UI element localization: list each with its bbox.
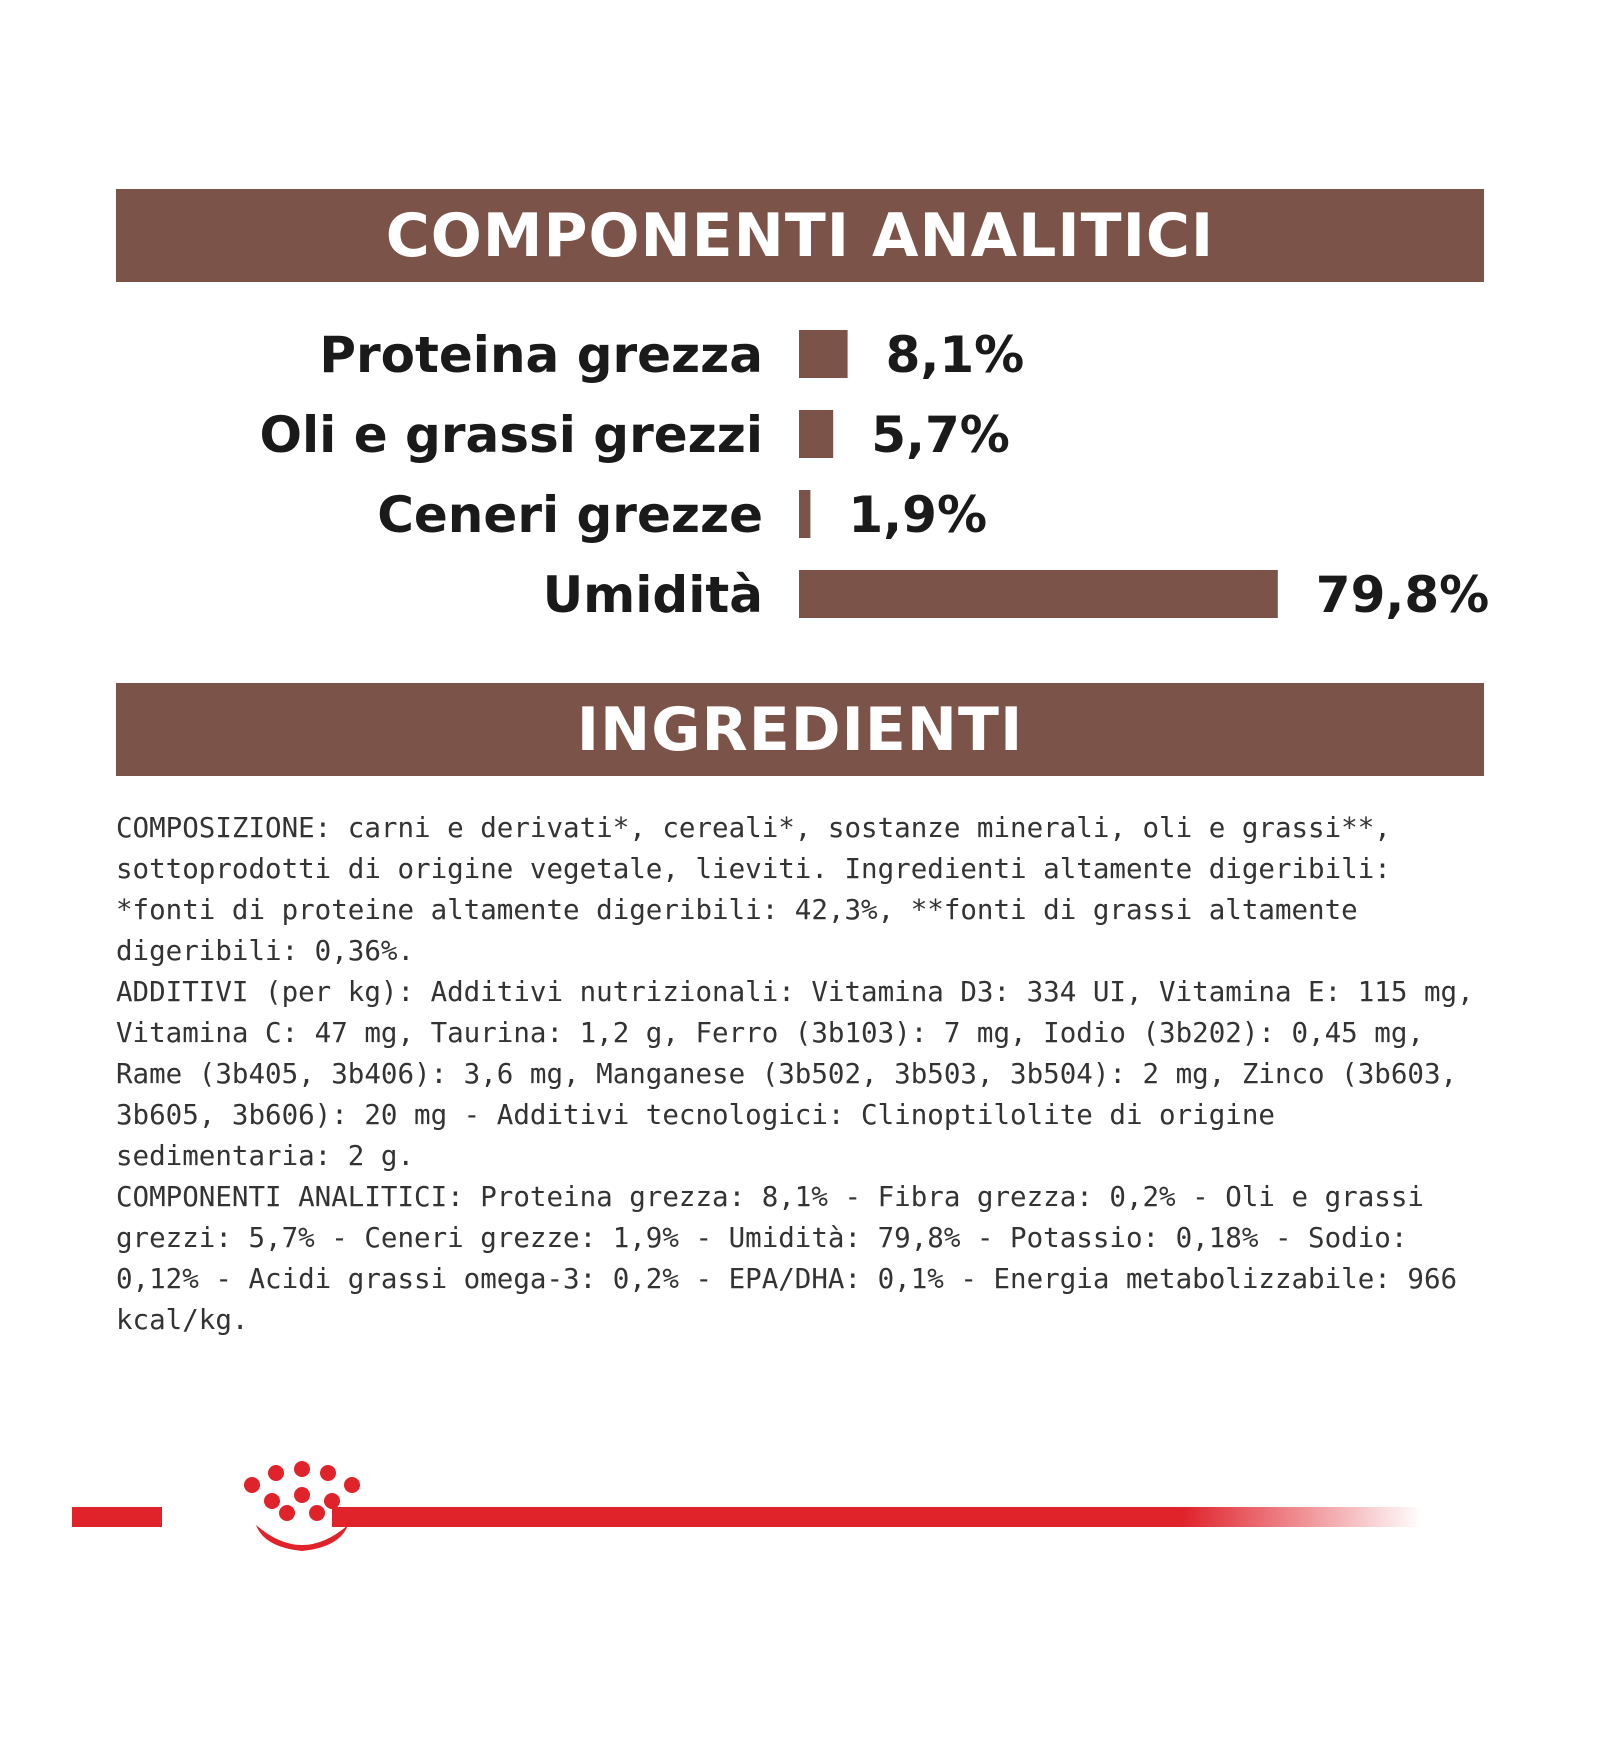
brand-line-right: [332, 1507, 1422, 1527]
value-label: 5,7%: [871, 406, 1010, 464]
brand-line-left: [72, 1507, 162, 1527]
category-label: Ceneri grezze: [377, 486, 763, 544]
value-label: 79,8%: [1315, 566, 1490, 624]
value-label: 8,1%: [885, 326, 1025, 384]
composition-paragraph: COMPOSIZIONE: carni e derivati*, cereali*, sostanze minerali, oli e grassi**, sottoprodotti di origine vegetale, lieviti. Ingredienti altamente digeribili: *fonti di proteine altamente digeribili: 42,3%, **fonti di grassi altamente digeribili: 0,36%.: [116, 812, 1391, 967]
category-label: Oli e grassi grezzi: [259, 406, 763, 464]
analytic-components-paragraph: COMPONENTI ANALITICI: Proteina grezza: 8,1% - Fibra grezza: 0,2% - Oli e grassi grezzi: 5,7% - Ceneri grezze: 1,9% - Umidità: 79,8% - Potassio: 0,18% - Sodio: 0,12% - Acidi grassi omega-3: 0,2% - EPA/DHA: 0,1% - Energia metabolizzabile: 966 kcal/kg.: [116, 1181, 1458, 1336]
bar: [799, 330, 848, 378]
analytic-components-banner: COMPONENTI ANALITICI: [116, 189, 1484, 282]
ingredients-text: [116, 808, 1488, 1341]
value-label: 1,9%: [848, 486, 988, 544]
bar: [799, 490, 810, 538]
bar: [799, 410, 833, 458]
category-label: Umidità: [542, 566, 763, 624]
bar: [799, 570, 1278, 618]
ingredients-banner: INGREDIENTI: [116, 683, 1484, 776]
brand-footer: [70, 1455, 1430, 1565]
analytic-bar-chart: [0, 300, 1600, 640]
additives-paragraph: ADDITIVI (per kg): Additivi nutrizionali: Vitamina D3: 334 UI, Vitamina E: 115 mg, Vitamina C: 47 mg, Taurina: 1,2 g, Ferro (3b103): 7 mg, Iodio (3b202): 0,45 mg, Rame (3b405, 3b406): 3,6 mg, Manganese (3b502, 3b503, 3b504): 2 mg, Zinco (3b603, 3b605, 3b606): 20 mg - Additivi tecnologici: Clinoptilolite di origine sedimentaria: 2 g.: [116, 976, 1474, 1172]
category-label: Proteina grezza: [319, 326, 763, 384]
crown-icon: [244, 1461, 360, 1551]
